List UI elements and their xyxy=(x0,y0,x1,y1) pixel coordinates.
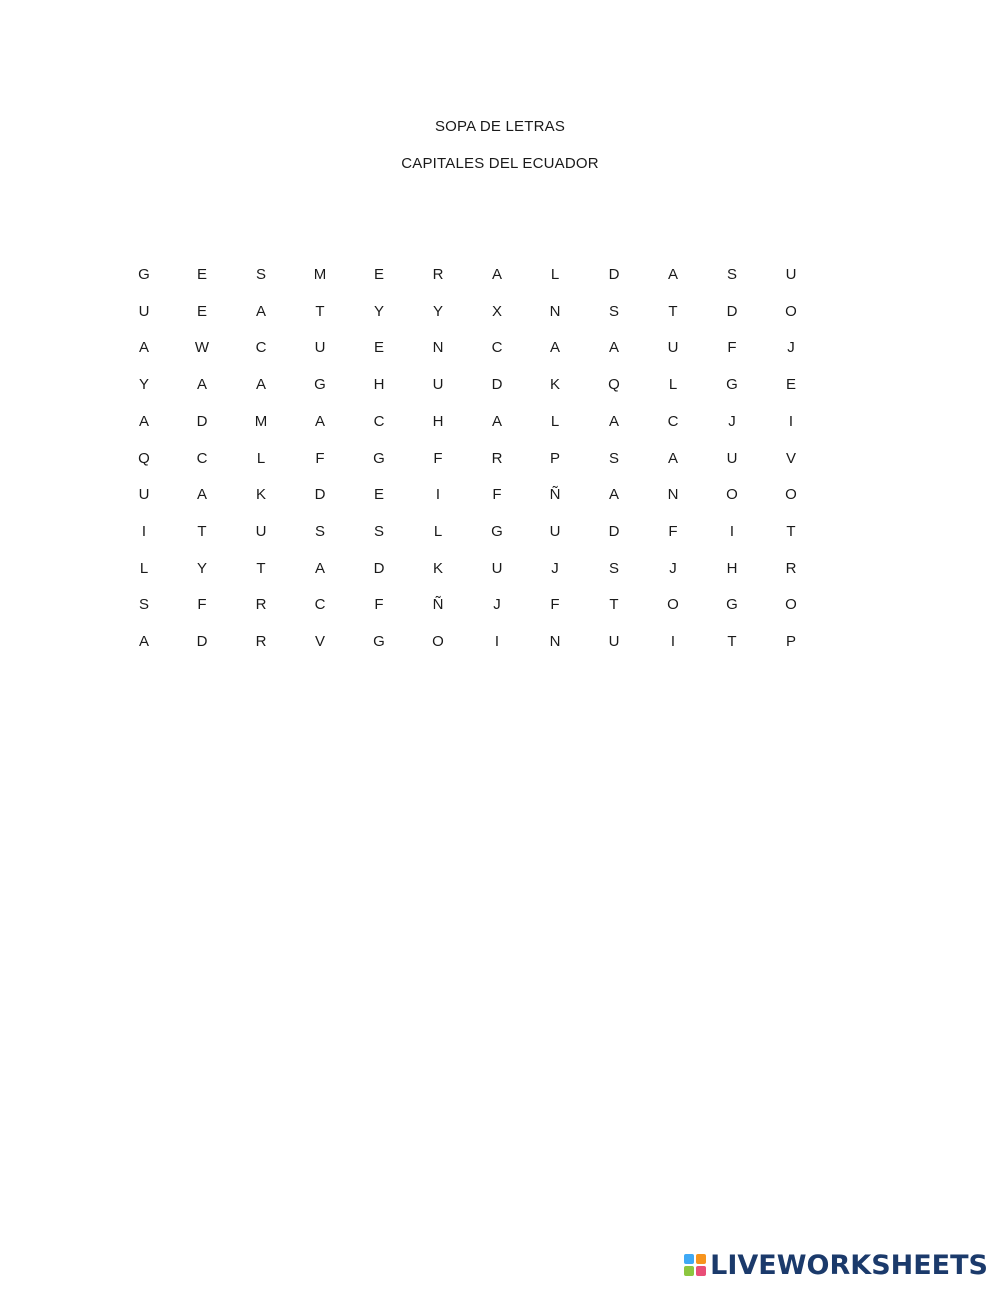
grid-letter[interactable]: G xyxy=(314,376,326,394)
grid-letter[interactable]: K xyxy=(432,559,443,577)
liveworksheets-logo-icon xyxy=(684,1254,706,1276)
grid-letter[interactable]: Ñ xyxy=(432,596,444,614)
grid-letter[interactable]: U xyxy=(726,449,738,467)
grid-letter[interactable]: N xyxy=(667,486,679,504)
grid-letter[interactable]: R xyxy=(785,559,797,577)
grid-letter[interactable]: U xyxy=(138,302,150,320)
grid-letter[interactable]: G xyxy=(726,596,738,614)
grid-letter[interactable]: S xyxy=(373,522,384,540)
grid-letter[interactable]: N xyxy=(549,302,561,320)
grid-letter[interactable]: A xyxy=(608,339,619,357)
grid-letter[interactable]: A xyxy=(138,412,149,430)
grid-letter[interactable]: T xyxy=(197,522,207,540)
grid-letter[interactable]: H xyxy=(726,559,738,577)
grid-letter[interactable]: D xyxy=(196,412,208,430)
grid-letter[interactable]: D xyxy=(196,633,208,650)
grid-letter[interactable]: A xyxy=(667,266,678,283)
grid-letter[interactable]: I xyxy=(494,633,500,650)
grid-letter[interactable]: F xyxy=(492,486,502,504)
logo-text: LIVEWORKSHEETS xyxy=(710,1249,988,1281)
grid-letter[interactable]: D xyxy=(373,559,385,577)
grid-letter[interactable]: U xyxy=(667,339,679,357)
grid-letter[interactable]: Y xyxy=(196,559,207,577)
grid-letter[interactable]: Q xyxy=(138,449,150,467)
grid-letter[interactable]: O xyxy=(785,596,797,614)
grid-letter[interactable]: O xyxy=(667,596,679,614)
grid-letter[interactable]: D xyxy=(491,376,503,394)
grid-letter[interactable]: A xyxy=(255,302,266,320)
grid-letter[interactable]: R xyxy=(255,596,267,614)
grid-letter[interactable]: U xyxy=(314,339,326,357)
grid-letter[interactable]: R xyxy=(491,449,503,467)
page-subtitle: CAPITALES DEL ECUADOR xyxy=(401,155,599,172)
grid-letter[interactable]: E xyxy=(373,486,384,504)
grid-letter[interactable]: Y xyxy=(138,376,149,394)
page-title: SOPA DE LETRAS xyxy=(434,118,566,135)
grid-letter[interactable]: J xyxy=(551,559,559,577)
grid-letter[interactable]: G xyxy=(138,266,150,283)
grid-letter[interactable]: L xyxy=(256,449,266,467)
grid-letter[interactable]: S xyxy=(608,449,619,467)
grid-letter[interactable]: M xyxy=(254,412,268,430)
grid-letter[interactable]: L xyxy=(668,376,678,394)
grid-letter[interactable]: A xyxy=(491,266,502,283)
grid-letter[interactable]: A xyxy=(196,486,207,504)
grid-letter[interactable]: U xyxy=(491,559,503,577)
grid-letter[interactable]: U xyxy=(608,633,620,650)
grid-letter[interactable]: D xyxy=(608,266,620,283)
grid-letter[interactable]: I xyxy=(729,522,735,540)
grid-letter[interactable]: F xyxy=(433,449,443,467)
grid-letter[interactable]: T xyxy=(668,302,678,320)
grid-letter[interactable]: A xyxy=(138,339,149,357)
grid-letter[interactable]: E xyxy=(196,266,207,283)
grid-letter[interactable]: C xyxy=(196,449,208,467)
grid-letter[interactable]: S xyxy=(138,596,149,614)
grid-letter[interactable]: A xyxy=(138,633,149,650)
grid-letter[interactable]: C xyxy=(491,339,503,357)
grid-letter[interactable]: A xyxy=(608,486,619,504)
grid-letter[interactable]: A xyxy=(196,376,207,394)
grid-letter[interactable]: S xyxy=(608,302,619,320)
grid-letter[interactable]: F xyxy=(315,449,325,467)
grid-letter[interactable]: E xyxy=(373,266,384,283)
grid-letter[interactable]: F xyxy=(668,522,678,540)
grid-letter[interactable]: O xyxy=(432,633,444,650)
grid-letter[interactable]: J xyxy=(728,412,736,430)
grid-letter[interactable]: O xyxy=(726,486,738,504)
grid-letter[interactable]: D xyxy=(608,522,620,540)
grid-letter[interactable]: C xyxy=(255,339,267,357)
grid-letter[interactable]: M xyxy=(313,266,327,283)
grid-letter[interactable]: U xyxy=(138,486,150,504)
grid-letter[interactable]: T xyxy=(727,633,737,650)
grid-letter[interactable]: L xyxy=(550,266,560,283)
grid-letter[interactable]: K xyxy=(255,486,266,504)
grid-letter[interactable]: Y xyxy=(432,302,443,320)
grid-letter[interactable]: F xyxy=(374,596,384,614)
grid-letter[interactable]: S xyxy=(255,266,266,283)
grid-letter[interactable]: X xyxy=(491,302,502,320)
grid-letter[interactable]: I xyxy=(141,522,147,540)
grid-letter[interactable]: H xyxy=(373,376,385,394)
grid-letter[interactable]: L xyxy=(433,522,443,540)
grid-letter[interactable]: A xyxy=(491,412,502,430)
grid-letter[interactable]: A xyxy=(314,559,325,577)
grid-letter[interactable]: U xyxy=(549,522,561,540)
grid-letter[interactable]: P xyxy=(785,633,796,650)
grid-letter[interactable]: P xyxy=(549,449,560,467)
grid-letter[interactable]: I xyxy=(435,486,441,504)
grid-letter[interactable]: F xyxy=(197,596,207,614)
grid-letter[interactable]: T xyxy=(786,522,796,540)
grid-letter[interactable]: U xyxy=(255,522,267,540)
grid-letter[interactable]: T xyxy=(609,596,619,614)
grid-letter[interactable]: F xyxy=(727,339,737,357)
grid-letter[interactable]: L xyxy=(550,412,560,430)
grid-letter[interactable]: U xyxy=(432,376,444,394)
grid-letter[interactable]: J xyxy=(493,596,501,614)
grid-letter[interactable]: C xyxy=(373,412,385,430)
grid-letter[interactable]: E xyxy=(196,302,207,320)
grid-letter[interactable]: N xyxy=(549,633,561,650)
grid-letter[interactable]: E xyxy=(785,376,796,394)
grid-letter[interactable]: F xyxy=(550,596,560,614)
grid-letter[interactable]: C xyxy=(667,412,679,430)
liveworksheets-logo xyxy=(684,1250,988,1280)
grid-letter[interactable]: K xyxy=(549,376,560,394)
grid-letter[interactable]: A xyxy=(608,412,619,430)
grid-letter[interactable]: D xyxy=(314,486,326,504)
grid-letter[interactable]: O xyxy=(785,302,797,320)
grid-letter[interactable]: U xyxy=(785,266,797,283)
grid-letter[interactable]: S xyxy=(726,266,737,283)
grid-letter[interactable]: Q xyxy=(608,376,620,394)
grid-letter[interactable]: G xyxy=(726,376,738,394)
grid-letter[interactable]: H xyxy=(432,412,444,430)
grid-letter[interactable]: S xyxy=(314,522,325,540)
grid-letter[interactable]: V xyxy=(785,449,796,467)
grid-letter[interactable]: T xyxy=(256,559,266,577)
grid-letter[interactable]: O xyxy=(785,486,797,504)
grid-letter[interactable]: A xyxy=(314,412,325,430)
grid-letter[interactable]: R xyxy=(255,633,267,650)
grid-letter[interactable]: L xyxy=(139,559,149,577)
grid-letter[interactable]: J xyxy=(669,559,677,577)
grid-letter[interactable]: I xyxy=(788,412,794,430)
grid-letter[interactable]: G xyxy=(491,522,503,540)
grid-letter[interactable]: N xyxy=(432,339,444,357)
grid-letter[interactable]: Ñ xyxy=(549,486,561,504)
grid-letter[interactable]: I xyxy=(670,633,676,650)
grid-letter[interactable]: G xyxy=(373,449,385,467)
grid-letter[interactable]: E xyxy=(373,339,384,357)
grid-letter[interactable]: Y xyxy=(373,302,384,320)
grid-letter[interactable]: D xyxy=(726,302,738,320)
grid-letter[interactable]: J xyxy=(787,339,795,357)
grid-letter[interactable]: A xyxy=(255,376,266,394)
grid-letter[interactable]: W xyxy=(194,339,210,357)
grid-letter[interactable]: S xyxy=(608,559,619,577)
grid-letter[interactable]: T xyxy=(315,302,325,320)
grid-letter[interactable]: A xyxy=(667,449,678,467)
grid-letter[interactable]: A xyxy=(549,339,560,357)
grid-letter[interactable]: C xyxy=(314,596,326,614)
grid-letter[interactable]: G xyxy=(373,633,385,650)
grid-letter[interactable]: V xyxy=(314,633,325,650)
grid-letter[interactable]: R xyxy=(432,266,444,283)
